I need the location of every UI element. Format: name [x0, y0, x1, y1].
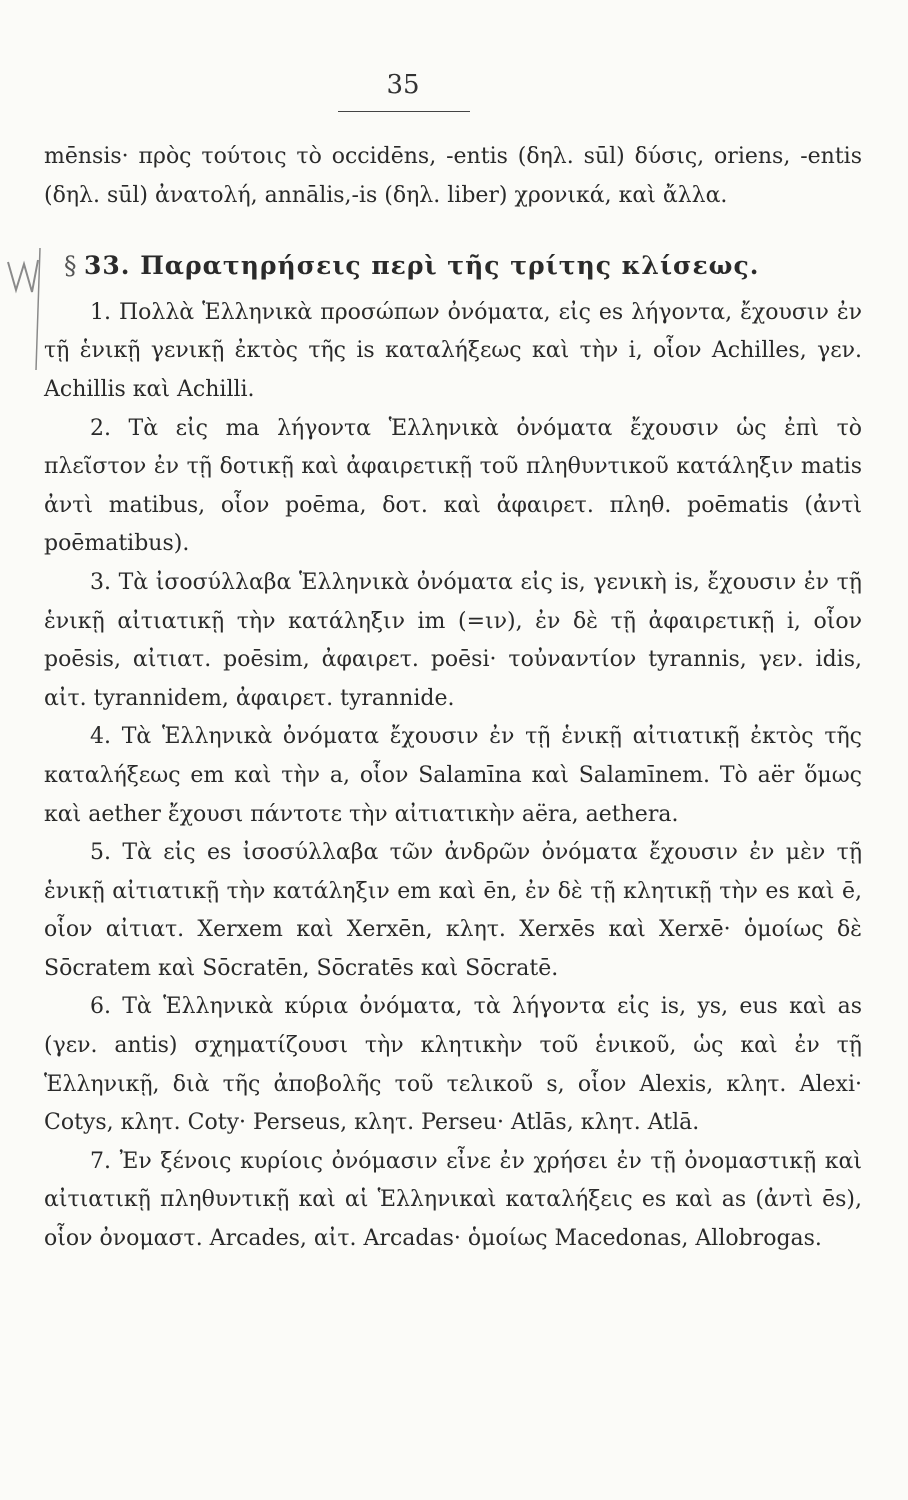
page-body	[44, 138, 862, 1259]
paragraph-6: 6. Τὰ Ἑλληνικὰ κύρια ὀνόματα, τὰ λήγοντα εἰς is, ys, eus καὶ as (γεν. antis) σχηματίζουσι τὴν κλητικὴν τοῦ ἑνικοῦ, ὡς καὶ ἐν τῇ Ἑλληνικῇ, διὰ τῆς ἀποβολῆς τοῦ τελικοῦ s, οἷον Alexis, κλητ. Alexi· Cotys, κλητ. Coty· Perseus, κλητ. Perseu· Atlās, κλητ. Atlā.	[44, 994, 862, 1136]
paragraph-3: 3. Τὰ ἰσοσύλλαβα Ἑλληνικὰ ὀνόματα εἰς is, γενικὴ is, ἔχουσιν ἐν τῇ ἑνικῇ αἰτιατικῇ τὴν κατάληξιν im (=ιν), ἐν δὲ τῇ ἀφαιρετικῇ i, οἷον poēsis, αἰτιατ. poēsim, ἀφαιρετ. poēsi· τοὐναντίον tyrannis, γεν. idis, αἰτ. tyrannidem, ἀφαιρετ. tyrannide.	[44, 569, 862, 711]
paragraph-1: 1. Πολλὰ Ἑλληνικὰ προσώπων ὀνόματα, εἰς es λήγοντα, ἔχουσιν ἐν τῇ ἑνικῇ γενικῇ ἐκτὸς τῆς is καταλήξεως καὶ τὴν i, οἷον Achilles, γεν. Achillis καὶ Achilli.	[44, 299, 862, 402]
page-number: 35	[386, 70, 420, 100]
section-heading	[44, 247, 862, 286]
section-mark: §	[64, 251, 78, 281]
paragraph-2: 2. Τὰ εἰς ma λήγοντα Ἑλληνικὰ ὀνόματα ἔχουσιν ὡς ἐπὶ τὸ πλεῖστον ἐν τῇ δοτικῇ καὶ ἀφαιρετικῇ τοῦ πληθυντικοῦ κατάληξιν matis ἀντὶ matibus, οἷον poēma, δοτ. καὶ ἀφαιρετ. πληθ. poēmatis (ἀντὶ poēmatibus).	[44, 415, 862, 557]
paragraph-5: 5. Τὰ εἰς es ἰσοσύλλαβα τῶν ἀνδρῶν ὀνόματα ἔχουσιν ἐν μὲν τῇ ἑνικῇ αἰτιατικῇ τὴν κατάληξιν em καὶ ēn, ἐν δὲ τῇ κλητικῇ τὴν es καὶ ē, οἷον αἰτιατ. Xerxem καὶ Xerxēn, κλητ. Xerxēs καὶ Xerxē· ὁμοίως δὲ Sōcratem καὶ Sōcratēn, Sōcratēs καὶ Sōcratē.	[44, 840, 862, 981]
section-title: 33. Παρατηρήσεις περὶ τῆς τρίτης κλίσεως.	[84, 251, 760, 281]
header-rule	[338, 111, 470, 112]
intro-paragraph: mēnsis· πρὸς τούτοις τὸ occidēns, -entis (δηλ. sūl) δύσις, oriens, -entis (δηλ. sūl) ἀνατολή, annālis,-is (δηλ. liber) χρονικά, καὶ ἄλλα.	[44, 144, 862, 208]
paragraph-4: 4. Τὰ Ἑλληνικὰ ὀνόματα ἔχουσιν ἐν τῇ ἑνικῇ αἰτιατικῇ ἐκτὸς τῆς καταλήξεως em καὶ τὴν a, οἷον Salamīna καὶ Salamīnem. Τὸ aër ὅμως καὶ aether ἔχουσι πάντοτε τὴν αἰτιατικὴν aëra, aethera.	[44, 724, 862, 827]
paragraph-7: 7. Ἐν ξένοις κυρίοις ὀνόμασιν εἶνε ἐν χρήσει ἐν τῇ ὀνομαστικῇ καὶ αἰτιατικῇ πληθυντικῇ καὶ αἱ Ἑλληνικαὶ καταλήξεις es καὶ as (ἀντὶ ēs), οἷον ὀνομαστ. Arcades, αἰτ. Arcadas· ὁμοίως Macedonas, Allobrogas.	[44, 1148, 862, 1252]
